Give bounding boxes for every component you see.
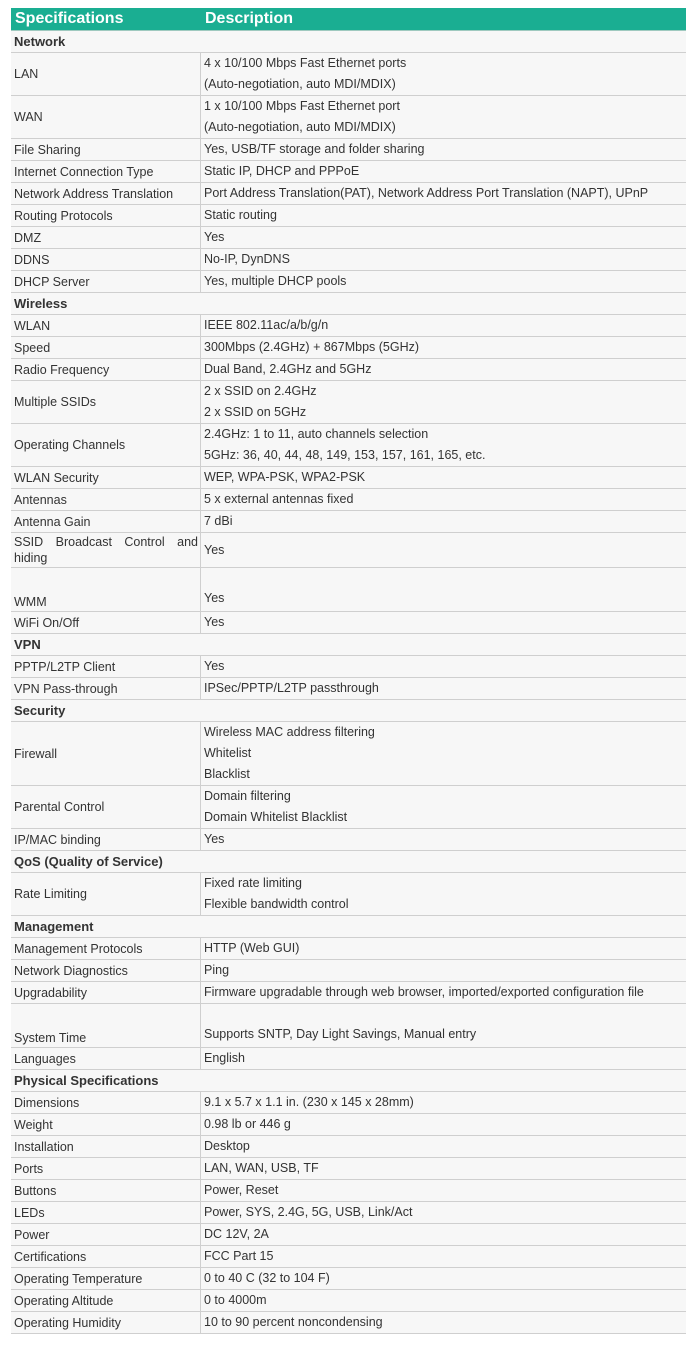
- spec-cell: [11, 359, 201, 380]
- spec-cell: [11, 205, 201, 226]
- spec-label: Certifications: [14, 1249, 87, 1264]
- desc-cell: [201, 381, 686, 423]
- desc-cell: [201, 1004, 686, 1047]
- desc-line: WEP, WPA-PSK, WPA2-PSK: [204, 470, 366, 484]
- desc-cell: [201, 161, 686, 182]
- spec-cell: [11, 1136, 201, 1157]
- spec-label: WiFi On/Off: [14, 615, 80, 630]
- table-row: [11, 183, 686, 205]
- desc-cell: [201, 1224, 686, 1245]
- table-row: [11, 315, 686, 337]
- table-row: [11, 53, 686, 96]
- desc-line: Port Address Translation(PAT), Network Address Port Translation (NAPT), UPnP: [204, 186, 649, 200]
- desc-cell: [201, 1048, 686, 1069]
- desc-line: 1 x 10/100 Mbps Fast Ethernet port: [204, 99, 400, 113]
- spec-cell: [11, 656, 201, 677]
- table-row: [11, 359, 686, 381]
- desc-line: Yes: [204, 615, 225, 629]
- table-row: [11, 139, 686, 161]
- desc-line: Yes: [204, 659, 225, 673]
- section-heading: Network: [11, 31, 686, 53]
- desc-line: 9.1 x 5.7 x 1.1 in. (230 x 145 x 28mm): [204, 1095, 414, 1109]
- spec-label: Routing Protocols: [14, 208, 113, 223]
- table-header: [11, 8, 686, 31]
- spec-cell: [11, 161, 201, 182]
- spec-label: Dimensions: [14, 1095, 80, 1110]
- desc-line: Blacklist: [204, 767, 250, 781]
- spec-label: Firewall: [14, 746, 58, 761]
- desc-line: 300Mbps (2.4GHz) + 867Mbps (5GHz): [204, 340, 420, 354]
- section-heading: Physical Specifications: [11, 1070, 686, 1092]
- desc-line: 0.98 lb or 446 g: [204, 1117, 291, 1131]
- table-row: [11, 511, 686, 533]
- spec-cell: [11, 249, 201, 270]
- spec-label: LAN: [14, 67, 39, 81]
- desc-cell: [201, 337, 686, 358]
- desc-line: Supports SNTP, Day Light Savings, Manual entry: [204, 1027, 477, 1041]
- spec-cell: [11, 786, 201, 828]
- desc-line: Static routing: [204, 208, 277, 222]
- desc-line: 4 x 10/100 Mbps Fast Ethernet ports: [204, 56, 407, 70]
- desc-line: Yes, USB/TF storage and folder sharing: [204, 142, 425, 156]
- desc-cell: [201, 1092, 686, 1113]
- section-heading: Security: [11, 700, 686, 722]
- table-row: [11, 1224, 686, 1246]
- desc-line: Domain filtering: [204, 789, 291, 803]
- desc-line: Whitelist: [204, 746, 252, 760]
- spec-label: Rate Limiting: [14, 887, 87, 901]
- desc-line: LAN, WAN, USB, TF: [204, 1161, 319, 1175]
- spec-cell: [11, 678, 201, 699]
- desc-line: IEEE 802.11ac/a/b/g/n: [204, 318, 329, 332]
- table-row: [11, 96, 686, 139]
- desc-line: 2 x SSID on 2.4GHz: [204, 384, 317, 398]
- spec-cell: [11, 227, 201, 248]
- desc-cell: [201, 873, 686, 915]
- table-row: [11, 467, 686, 489]
- spec-cell: [11, 1180, 201, 1201]
- table-row: [11, 1312, 686, 1334]
- desc-line: Power, Reset: [204, 1183, 279, 1197]
- spec-cell: [11, 829, 201, 850]
- desc-cell: [201, 982, 686, 1003]
- spec-label: Installation: [14, 1139, 74, 1154]
- desc-line: Wireless MAC address filtering: [204, 725, 375, 739]
- spec-label: Radio Frequency: [14, 362, 110, 377]
- table-row: [11, 678, 686, 700]
- header-description: Description: [205, 10, 294, 27]
- desc-line: Firmware upgradable through web browser, imported/exported configuration file: [204, 985, 644, 999]
- desc-cell: [201, 1136, 686, 1157]
- spec-label: System Time: [14, 1031, 87, 1045]
- table-row: [11, 424, 686, 467]
- table-row: [11, 873, 686, 916]
- table-row: [11, 1202, 686, 1224]
- desc-cell: [201, 489, 686, 510]
- desc-cell: [201, 938, 686, 959]
- spec-label: DHCP Server: [14, 274, 90, 289]
- desc-line: 0 to 40 C (32 to 104 F): [204, 1271, 330, 1285]
- spec-cell: [11, 568, 201, 611]
- table-body: [11, 31, 686, 1334]
- spec-label: Ports: [14, 1161, 44, 1176]
- table-row: [11, 1268, 686, 1290]
- section-heading: Management: [11, 916, 686, 938]
- desc-line: No-IP, DynDNS: [204, 252, 290, 266]
- desc-cell: [201, 1202, 686, 1223]
- spec-label: DDNS: [14, 252, 50, 267]
- desc-line: 2.4GHz: 1 to 11, auto channels selection: [204, 427, 429, 441]
- desc-cell: [201, 96, 686, 138]
- spec-cell: [11, 511, 201, 532]
- spec-label: Operating Altitude: [14, 1293, 114, 1308]
- desc-cell: [201, 1180, 686, 1201]
- desc-cell: [201, 205, 686, 226]
- desc-cell: [201, 1268, 686, 1289]
- desc-line: Domain Whitelist Blacklist: [204, 810, 348, 824]
- table-row: [11, 1114, 686, 1136]
- table-row: [11, 829, 686, 851]
- desc-cell: [201, 533, 686, 567]
- desc-cell: [201, 568, 686, 611]
- spec-cell: [11, 271, 201, 292]
- desc-cell: [201, 53, 686, 95]
- table-row: [11, 337, 686, 359]
- table-row: [11, 1092, 686, 1114]
- spec-label: Buttons: [14, 1183, 57, 1198]
- desc-line: Power, SYS, 2.4G, 5G, USB, Link/Act: [204, 1205, 413, 1219]
- table-row: [11, 1158, 686, 1180]
- table-row: [11, 161, 686, 183]
- table-row: [11, 271, 686, 293]
- desc-cell: [201, 183, 686, 204]
- spec-label: WLAN Security: [14, 470, 99, 485]
- spec-label: WAN: [14, 110, 43, 124]
- spec-cell: [11, 533, 201, 567]
- table-row: [11, 249, 686, 271]
- spec-cell: [11, 722, 201, 785]
- section-heading: VPN: [11, 634, 686, 656]
- spec-label: SSID Broadcast Control and hiding: [14, 535, 198, 565]
- desc-line: Fixed rate limiting: [204, 876, 302, 890]
- spec-cell: [11, 1290, 201, 1311]
- spec-cell: [11, 337, 201, 358]
- desc-cell: [201, 227, 686, 248]
- spec-cell: [11, 467, 201, 488]
- spec-label: LEDs: [14, 1205, 45, 1220]
- spec-cell: [11, 873, 201, 915]
- desc-cell: [201, 1290, 686, 1311]
- spec-table: [11, 8, 686, 1334]
- desc-line: DC 12V, 2A: [204, 1227, 269, 1241]
- section-heading: QoS (Quality of Service): [11, 851, 686, 873]
- desc-cell: [201, 722, 686, 785]
- table-row: [11, 205, 686, 227]
- desc-cell: [201, 1312, 686, 1333]
- spec-cell: [11, 1312, 201, 1333]
- table-row: [11, 1004, 686, 1048]
- spec-label: Parental Control: [14, 800, 105, 814]
- table-row: [11, 489, 686, 511]
- spec-label: PPTP/L2TP Client: [14, 659, 116, 674]
- desc-line: 0 to 4000m: [204, 1293, 267, 1307]
- spec-label: Operating Humidity: [14, 1315, 121, 1330]
- desc-line: FCC Part 15: [204, 1249, 274, 1263]
- spec-label: File Sharing: [14, 142, 81, 157]
- spec-cell: [11, 938, 201, 959]
- desc-cell: [201, 139, 686, 160]
- desc-line: Flexible bandwidth control: [204, 897, 349, 911]
- spec-label: Weight: [14, 1117, 53, 1132]
- desc-line: Static IP, DHCP and PPPoE: [204, 164, 360, 178]
- spec-label: Network Address Translation: [14, 186, 174, 201]
- spec-cell: [11, 960, 201, 981]
- desc-line: Dual Band, 2.4GHz and 5GHz: [204, 362, 372, 376]
- table-row: [11, 960, 686, 982]
- spec-cell: [11, 1246, 201, 1267]
- table-row: [11, 1246, 686, 1268]
- desc-line: Yes: [204, 230, 225, 244]
- table-row: [11, 1048, 686, 1070]
- desc-line: Yes: [204, 832, 225, 846]
- desc-cell: [201, 612, 686, 633]
- desc-cell: [201, 271, 686, 292]
- spec-cell: [11, 1048, 201, 1069]
- desc-cell: [201, 656, 686, 677]
- desc-line: 10 to 90 percent noncondensing: [204, 1315, 383, 1329]
- spec-label: Speed: [14, 340, 51, 355]
- desc-cell: [201, 359, 686, 380]
- spec-cell: [11, 1092, 201, 1113]
- section-heading: Wireless: [11, 293, 686, 315]
- table-row: [11, 381, 686, 424]
- table-row: [11, 938, 686, 960]
- table-row: [11, 533, 686, 568]
- desc-cell: [201, 315, 686, 336]
- desc-line: 5GHz: 36, 40, 44, 48, 149, 153, 157, 161, 165, etc.: [204, 448, 486, 462]
- spec-label: VPN Pass-through: [14, 681, 118, 696]
- spec-cell: [11, 1158, 201, 1179]
- spec-label: Operating Temperature: [14, 1271, 143, 1286]
- spec-label: IP/MAC binding: [14, 832, 101, 847]
- spec-cell: [11, 139, 201, 160]
- desc-cell: [201, 678, 686, 699]
- spec-cell: [11, 424, 201, 466]
- spec-cell: [11, 1268, 201, 1289]
- desc-line: Ping: [204, 963, 230, 977]
- desc-cell: [201, 467, 686, 488]
- table-row: [11, 722, 686, 786]
- spec-label: Operating Channels: [14, 438, 126, 452]
- desc-cell: [201, 786, 686, 828]
- desc-line: 2 x SSID on 5GHz: [204, 405, 307, 419]
- spec-cell: [11, 315, 201, 336]
- table-row: [11, 227, 686, 249]
- table-row: [11, 1136, 686, 1158]
- spec-label: Multiple SSIDs: [14, 395, 96, 409]
- table-row: [11, 1180, 686, 1202]
- desc-cell: [201, 1114, 686, 1135]
- spec-label: Network Diagnostics: [14, 963, 128, 978]
- spec-label: Antennas: [14, 492, 67, 507]
- spec-cell: [11, 982, 201, 1003]
- spec-label: Antenna Gain: [14, 514, 91, 529]
- table-row: [11, 612, 686, 634]
- spec-cell: [11, 96, 201, 138]
- desc-cell: [201, 249, 686, 270]
- table-row: [11, 1290, 686, 1312]
- spec-cell: [11, 1004, 201, 1047]
- table-row: [11, 982, 686, 1004]
- desc-cell: [201, 829, 686, 850]
- spec-cell: [11, 1202, 201, 1223]
- spec-cell: [11, 183, 201, 204]
- spec-label: DMZ: [14, 230, 42, 245]
- spec-cell: [11, 1224, 201, 1245]
- spec-label: WLAN: [14, 318, 51, 333]
- desc-line: Yes, multiple DHCP pools: [204, 274, 347, 288]
- spec-label: Management Protocols: [14, 941, 143, 956]
- desc-cell: [201, 960, 686, 981]
- desc-line: 7 dBi: [204, 514, 233, 528]
- spec-cell: [11, 381, 201, 423]
- desc-cell: [201, 511, 686, 532]
- desc-line: 5 x external antennas fixed: [204, 492, 354, 506]
- desc-cell: [201, 424, 686, 466]
- desc-line: (Auto-negotiation, auto MDI/MDIX): [204, 77, 396, 91]
- spec-label: Languages: [14, 1051, 76, 1066]
- spec-cell: [11, 612, 201, 633]
- spec-label: Internet Connection Type: [14, 164, 154, 179]
- desc-line: HTTP (Web GUI): [204, 941, 300, 955]
- desc-line: English: [204, 1051, 245, 1065]
- table-row: [11, 568, 686, 612]
- desc-line: Yes: [204, 542, 225, 557]
- spec-label: WMM: [14, 595, 47, 609]
- spec-label: Upgradability: [14, 985, 87, 1000]
- desc-cell: [201, 1158, 686, 1179]
- table-row: [11, 656, 686, 678]
- spec-cell: [11, 53, 201, 95]
- desc-line: Desktop: [204, 1139, 250, 1153]
- desc-line: IPSec/PPTP/L2TP passthrough: [204, 681, 379, 695]
- spec-label: Power: [14, 1227, 50, 1242]
- desc-line: (Auto-negotiation, auto MDI/MDIX): [204, 120, 396, 134]
- desc-cell: [201, 1246, 686, 1267]
- table-row: [11, 786, 686, 829]
- spec-cell: [11, 489, 201, 510]
- header-specifications: Specifications: [15, 10, 124, 27]
- desc-line: Yes: [204, 591, 225, 605]
- spec-cell: [11, 1114, 201, 1135]
